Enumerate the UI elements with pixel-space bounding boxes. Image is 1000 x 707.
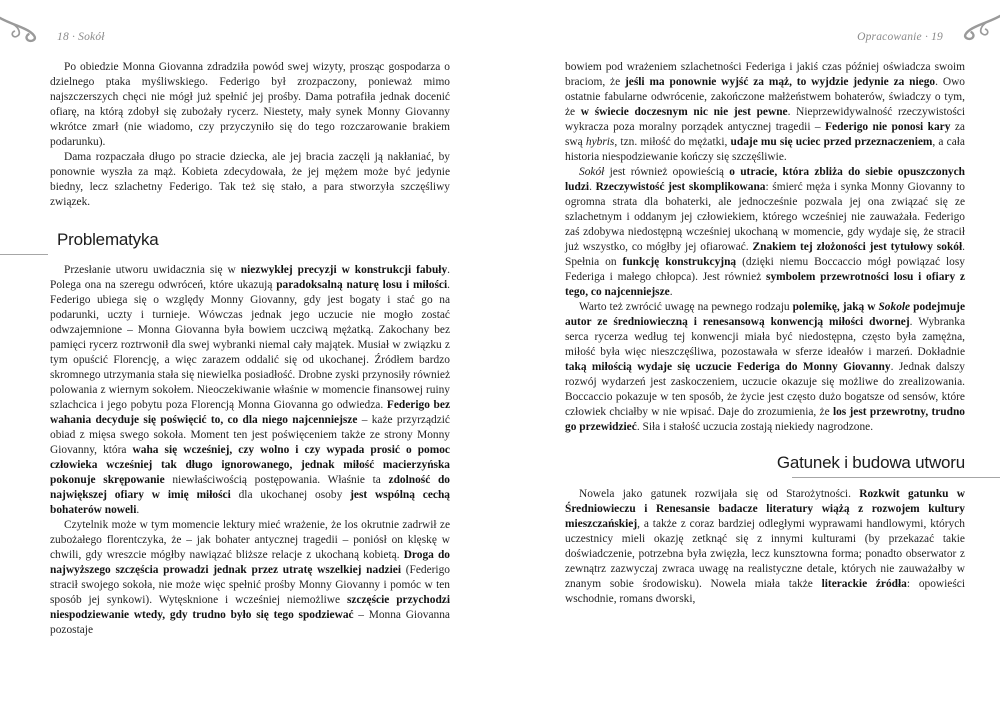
section-heading-label: Problematyka	[57, 230, 159, 249]
text-column-left	[50, 60, 450, 638]
text-segment: za swą	[565, 121, 965, 148]
text-segment: Po obiedzie Monna Giovanna zdradziła powód swej wizyty, prosząc gospodarza o dzielnego ptaka myśliwskiego. Federigo był zrozpaczony, ponieważ mimo najszczerszych chęci nie mógł już spełnić jej prośby. Dama potrafiła jednak docenić ofiarę, na którą zdobył się zubożały rycerz. Niestety, mały synek Monny Giovanny wkrótce zmarł (nie wiadomo, czy przyczyniło się do tego rozczarowanie brakiem podarunku).	[50, 61, 450, 148]
text-segment: jest wspólną cechą bohaterów noweli	[50, 489, 450, 516]
text-segment: hybris	[585, 136, 615, 148]
text-segment: Nowela jako gatunek rozwijała się od Starożytności.	[579, 488, 860, 500]
paragraph	[50, 150, 450, 210]
text-segment: . Federigo ubiega się o względy Monny Giovanny, gdy jest bogaty i stać go na podarunki, uczty i turnieje. Wówczas jednak jego uczucie nie mogło zostać odwzajemnione – Monna Giovanna była bowiem uczciwą mężatką. Zakochany bez pamięci rycerz roztrwonił dla swej wybranki niemal cały majątek. Musiał w związku z tym opuścić Florencję, a więc zarazem oddalić się od ukochanej. Źródłem bardzo skromnego utrzymania stała się niewielka posiadłość. Drobne zyski przynosiły również polowania z wiernym sokołem. Nieoczekiwanie właśnie w momencie finansowej ruiny szlachcica i jego pobytu poza Florencją Monna Giovanna go odwiedza.	[50, 279, 451, 411]
text-segment: . Siła i stałość uczucia zostają niekiedy nagrodzone.	[636, 421, 874, 433]
text-segment: . Polega ona na szeregu odwróceń, które ukazują	[50, 264, 451, 291]
text-segment: dla ukochanej osoby	[230, 489, 351, 501]
section-rule	[0, 254, 48, 255]
paragraph	[50, 518, 450, 638]
text-segment: Federigo nie ponosi kary	[825, 121, 951, 133]
text-segment: (Federigo stracił swojego sokoła, nie może więc spełnić prośby Monny Giovanny i pomóc w ten sposób jej synkowi). Wytęsknione i wcześniej niemożliwe	[50, 564, 450, 606]
text-segment: . Owo ostatnie fabularne odwrócenie, zakończone małżeństwem bohaterów, świadczy o tym, że	[565, 76, 965, 118]
text-segment: . Jednak dalszy rozwój wydarzeń jest zaskoczeniem, uczucie okazuje się możliwe do zrealizowania. Boccaccio pokazuje w ten sposób, że życie jest często dużo bogatsze od sensów, które człowiek chciałby w nie wpisać. Daje do zrozumienia, że	[565, 361, 965, 418]
paragraph	[565, 60, 965, 165]
flourish-icon	[0, 12, 45, 44]
text-segment: Rzeczywistość jest skomplikowana	[595, 181, 766, 193]
text-segment: bowiem pod wrażeniem szlachetności Federiga i jakiś czas później oświadcza swoim braciom, że	[565, 61, 965, 88]
text-segment: : śmierć męża i synka Monny Giovanny to ogromna strata dla bohaterki, ale jednocześnie pozwala jej ona związać się ze szlachetnym i oddanym jej człowiekiem, którego wcześniej nie zauważała. Federigo zaś zdobywa niedostępną wcześniej ukochaną w momencie, gdy wydaje się, że stracił już wszystko, co mógłby jej ofiarować.	[565, 181, 966, 253]
text-segment: paradoksalną naturę losu i miłości	[276, 279, 448, 291]
text-segment: . Wybranka serca rycerza według tej konwencji miała być niedostępna, często była zamężna, miłość była więc nieszczęśliwa, pozostawała w sferze ideałów i marzeń. Dokładnie	[565, 316, 966, 358]
text-segment: (dzięki niemu Boccaccio mógł powiązać losy Federiga i małego chłopca). Jest również	[565, 256, 965, 283]
text-segment: waha się wcześniej, czy wolno i czy wypada prosić o pomoc człowieka wcześniej tak długo ignorowanego, jednak miłość macierzyńska pokonuje skrępowanie	[50, 444, 450, 486]
text-segment: , a cała historia niespodziewanie kończy się szczęśliwie.	[565, 136, 965, 163]
text-segment: Sokole	[878, 301, 911, 313]
paragraph	[50, 263, 450, 518]
section-heading-label: Gatunek i budowa utworu	[776, 453, 965, 472]
text-segment: , tzn. miłość do mężatki,	[614, 136, 731, 148]
text-segment: Dama rozpaczała długo po stracie dziecka, ale jej bracia zaczęli ją nakłaniać, by ponownie wyszła za mąż. Kobieta zdecydowała, że jej mężem może być jedynie biedny, lecz szlachetny Federigo. Tak też się stało, a para stworzyła szczęśliwy związek.	[50, 151, 450, 208]
text-segment: szczęście przychodzi niespodziewanie wtedy, gdy trudno było się tego spodziewać	[50, 594, 450, 621]
text-segment: w świecie doczesnym nic nie jest pewne	[580, 106, 788, 118]
text-segment: udaje mu się uciec przed przeznaczeniem	[730, 136, 933, 148]
text-segment: jeśli ma ponownie wyjść za mąż, to wyjdzie jedynie za niego	[624, 76, 936, 88]
text-segment: Sokół	[579, 166, 605, 178]
text-segment: .	[589, 181, 596, 193]
text-segment: polemikę, jaką w	[792, 301, 879, 313]
section-rule	[792, 477, 1000, 478]
paragraph	[565, 165, 965, 300]
text-segment: Federigo bez wahania decyduje się poświęcić to, co dla niego najcenniejsze	[50, 399, 451, 426]
text-segment: los jest przewrotny, trudno go przewidzieć	[565, 406, 965, 433]
text-segment: zdolność do największej ofiary w imię miłości	[50, 474, 450, 501]
text-segment: taką miłością wydaje się uczucie Federiga do Monny Giovanny	[565, 361, 891, 373]
running-head-left: 18 · Sokół	[57, 31, 105, 43]
section-heading	[50, 230, 450, 249]
text-segment: . Spełnia on	[565, 241, 965, 268]
text-segment: symbolem przewrotności losu i ofiary z tego, co najcenniejsze	[565, 271, 965, 298]
text-segment: Droga do najwyższego szczęścia prowadzi jednak przez utratę wszelkiej nadziei	[50, 549, 451, 576]
text-segment: Warto też zwrócić uwagę na pewnego rodzaju	[579, 301, 793, 313]
text-segment: podejmuje autor ze średniowieczną i renesansową konwencją miłości dwornej	[565, 301, 966, 328]
text-column-right	[565, 60, 965, 607]
text-segment: , a także z coraz bardziej odległymi wyprawami handlowymi, których uczestnicy mieli okazję zetknąć się z innymi kulturami (by przekazać takie doświadczenie, potrzebna była zwięzła, lecz kunsztowna forma; ponadto obserwator z zewnątrz zazwyczaj zwraca uwagę na realistyczne detale, których nie zauważałby w znanym sobie środowisku). Nowela miała także	[565, 518, 965, 590]
text-segment: . Nieprzewidywalność rzeczywistości wykracza poza moralny porządek antycznej tragedii –	[565, 106, 965, 133]
text-segment: .	[136, 504, 140, 516]
text-segment: Rozkwit gatunku w Średniowieczu i Renesansie badacze literatury wiążą z rozwojem kultury mieszczańskiej	[565, 488, 965, 530]
text-segment: Znakiem tej złożoności jest tytułowy sokół	[752, 241, 963, 253]
text-segment: Czytelnik może w tym momencie lektury mieć wrażenie, że los okrutnie zadrwił ze zubożałego florentczyka, że – jak bohater antycznej tragedii – poniósł on klęskę w chwili, gdy wreszcie mógłby nawiązać bliższe relacje z ukochaną kobietą.	[50, 519, 450, 561]
text-segment: niewłaściwością postępowania. Właśnie ta	[164, 474, 389, 486]
text-segment: funkcję konstrukcyjną	[622, 256, 737, 268]
text-segment: – Monna Giovanna pozostaje	[50, 609, 450, 636]
text-segment: Przesłanie utworu uwidacznia się w	[64, 264, 241, 276]
paragraph	[50, 60, 450, 150]
text-segment: – każe przyrządzić obiad z mięsa swego sokoła. Moment ten jest poświęceniem także ze strony Monny Giovanny, która	[50, 414, 450, 456]
text-segment: .	[669, 286, 673, 298]
running-head-right: Opracowanie · 19	[857, 31, 943, 43]
text-segment: o utracie, która zbliża do siebie opuszczonych ludzi	[565, 166, 966, 193]
flourish-icon	[955, 10, 1000, 42]
text-segment: jest również opowieścią	[604, 166, 730, 178]
paragraph	[565, 300, 965, 435]
text-segment: : opowieści wschodnie, romans dworski,	[565, 578, 966, 605]
section-heading	[565, 453, 965, 472]
text-segment: niezwykłej precyzji w konstrukcji fabuły	[240, 264, 448, 276]
paragraph	[565, 487, 965, 607]
text-segment: literackie źródła	[821, 578, 907, 590]
